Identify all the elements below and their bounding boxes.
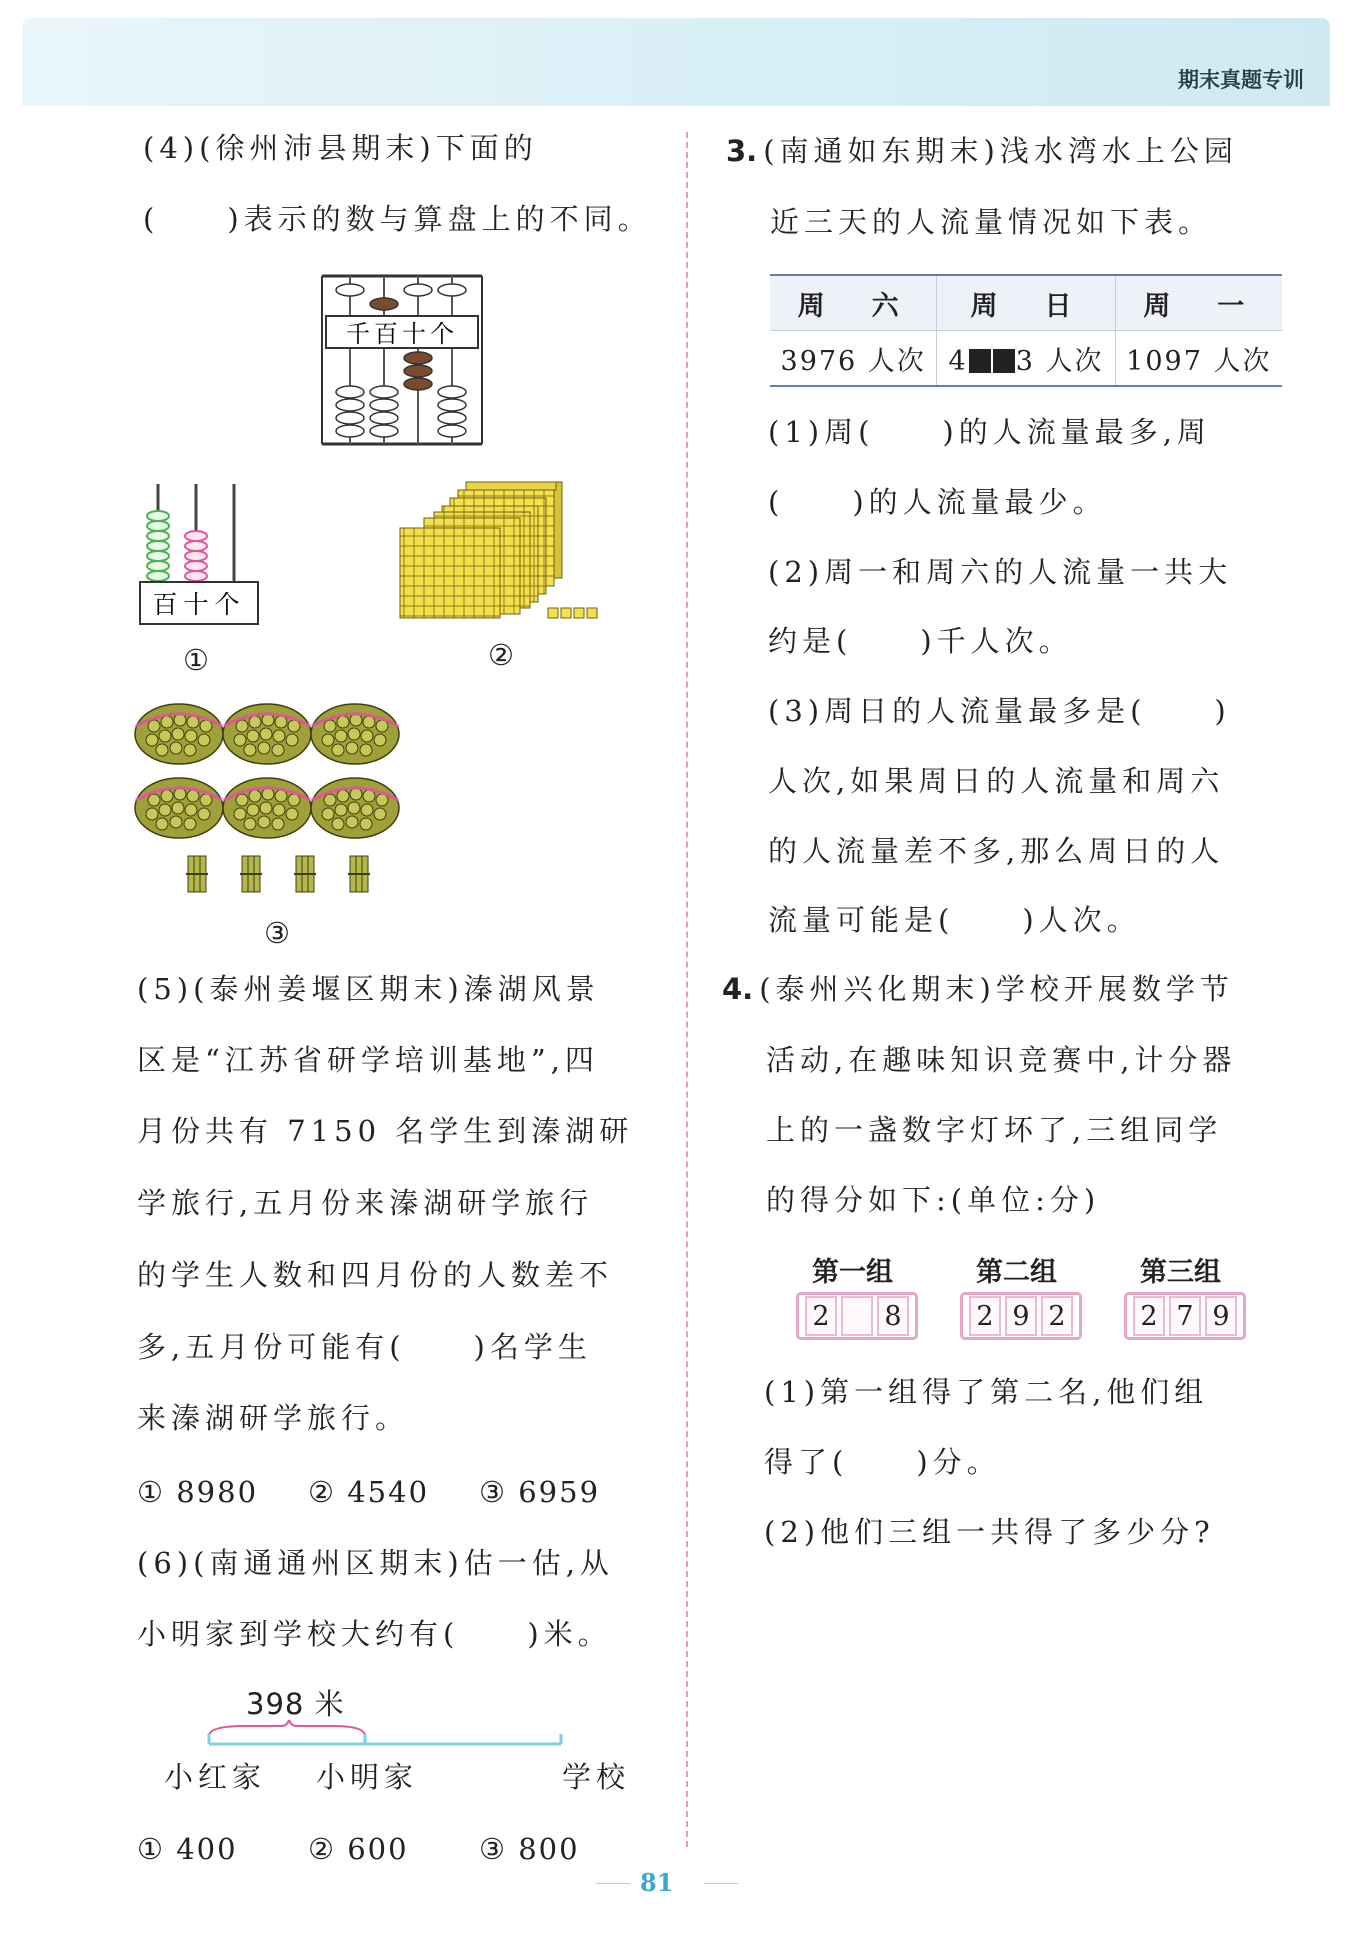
group-1-score-display	[796, 1292, 918, 1340]
q4-part5-line: 学旅行,五月份来溱湖研学旅行	[137, 1186, 594, 1220]
score-digit: 2	[1041, 1296, 1073, 1336]
q4-line1	[722, 969, 1234, 1009]
q3-line1-text: (南通如东期末)浅水湾水上公园	[763, 134, 1238, 168]
q4-part5-line: 区是“江苏省研学培训基地”,四	[137, 1043, 599, 1077]
cubes-figure	[394, 476, 624, 626]
page-number: 81	[640, 1868, 674, 1897]
q4-part5-line: 来溱湖研学旅行。	[137, 1401, 410, 1435]
group-3-label: 第三组	[1140, 1257, 1221, 1288]
group-1-label: 第一组	[812, 1257, 893, 1288]
q3-number: 3.	[726, 134, 758, 168]
q4-sub-line: 得了( )分。	[764, 1445, 1001, 1479]
broken-digit	[841, 1296, 873, 1336]
table-row	[770, 331, 1282, 387]
q3-sub-line: (2)周一和周六的人流量一共大	[768, 555, 1233, 589]
q4-part5-line: 月份共有 7150 名学生到溱湖研	[137, 1114, 634, 1148]
distance-diagram	[205, 1720, 565, 1750]
place-xiaohong-home: 小红家	[164, 1760, 267, 1794]
score-digit: 9	[1205, 1296, 1237, 1336]
hidden-digit-block	[969, 349, 991, 373]
figure-1-label: ①	[183, 643, 209, 677]
score-digit: 2	[805, 1296, 837, 1336]
q3-sub-line: (3)周日的人流量最多是( )	[768, 694, 1231, 728]
column-divider	[686, 132, 688, 1847]
counter-figure	[136, 480, 264, 630]
q3-sub-line: 流量可能是( )人次。	[768, 903, 1141, 937]
q4-part6-option-1: ① 400	[137, 1832, 238, 1866]
q4-line1-text: (泰州兴化期末)学校开展数学节	[759, 972, 1234, 1006]
q4-line: 上的一盏数字灯坏了,三组同学	[766, 1113, 1223, 1147]
place-school: 学校	[562, 1760, 631, 1794]
q4-part5-line: (5)(泰州姜堰区期末)溱湖风景	[137, 972, 600, 1006]
q3-line2: 近三天的人流量情况如下表。	[770, 205, 1213, 239]
table-cell-sunday	[937, 331, 1115, 387]
score-digit: 2	[1133, 1296, 1165, 1336]
distance-label: 398 米	[246, 1687, 345, 1721]
table-header-row	[770, 275, 1282, 331]
q4-part5-option-2: ② 4540	[308, 1475, 430, 1509]
counter-labels: 百十个	[152, 590, 246, 619]
q3-sub-line: ( )的人流量最少。	[768, 485, 1107, 519]
q4-part6-option-2: ② 600	[308, 1832, 409, 1866]
sunday-suffix: 3 人次	[1015, 345, 1104, 377]
figure-2-label: ②	[488, 638, 514, 672]
section-label: 期末真题专训	[1178, 68, 1304, 92]
q4-sub-line: (1)第一组得了第二名,他们组	[764, 1375, 1209, 1409]
q4-part5-line: 的学生人数和四月份的人数差不	[137, 1258, 614, 1292]
abacus-figure	[318, 272, 486, 448]
page-number-rule-right	[704, 1883, 738, 1884]
score-digit: 9	[1005, 1296, 1037, 1336]
q4-number: 4.	[722, 972, 754, 1006]
q4-part6-line1: (6)(南通通州区期末)估一估,从	[137, 1546, 614, 1580]
q4-part5-option-3: ③ 6959	[479, 1475, 601, 1509]
q4-sub-line: (2)他们三组一共得了多少分?	[764, 1515, 1215, 1549]
page-number-rule-left	[596, 1883, 630, 1884]
q4-part4-line1: (4)(徐州沛县期末)下面的	[143, 131, 538, 165]
q3-sub-line: 约是( )千人次。	[768, 624, 1073, 658]
score-digit: 7	[1169, 1296, 1201, 1336]
table-cell-monday: 1097 人次	[1126, 345, 1272, 377]
q3-sub-line: (1)周( )的人流量最多,周	[768, 415, 1211, 449]
stick-bundles-figure	[134, 696, 454, 906]
table-cell-saturday: 3976 人次	[770, 331, 937, 387]
table-header: 周 一	[1115, 275, 1282, 331]
q3-sub-line: 人次,如果周日的人流量和周六	[768, 764, 1225, 798]
group-2-label: 第二组	[976, 1257, 1057, 1288]
hidden-digit-block	[993, 349, 1015, 373]
q4-part6-line2: 小明家到学校大约有( )米。	[137, 1617, 612, 1651]
score-digit: 2	[969, 1296, 1001, 1336]
sunday-prefix: 4	[948, 345, 968, 377]
group-3-score-display	[1124, 1292, 1246, 1340]
q3-line1	[726, 131, 1238, 171]
figure-3-label: ③	[264, 916, 290, 950]
q4-part5-line: 多,五月份可能有( )名学生	[137, 1330, 592, 1364]
q4-line: 活动,在趣味知识竞赛中,计分器	[766, 1043, 1237, 1077]
q4-part4-line2: ( )表示的数与算盘上的不同。	[143, 202, 652, 236]
q4-part5-option-1: ① 8980	[137, 1475, 259, 1509]
place-xiaoming-home: 小明家	[316, 1760, 419, 1794]
table-header: 周 日	[937, 275, 1115, 331]
abacus-labels: 千百十个	[346, 320, 458, 348]
q4-line: 的得分如下:(单位:分)	[766, 1183, 1101, 1217]
header-banner	[22, 18, 1330, 106]
table-header: 周 六	[770, 275, 937, 331]
visitor-table	[770, 274, 1282, 387]
q4-part6-option-3: ③ 800	[479, 1832, 580, 1866]
score-digit: 8	[877, 1296, 909, 1336]
group-2-score-display	[960, 1292, 1082, 1340]
q3-sub-line: 的人流量差不多,那么周日的人	[768, 834, 1225, 868]
